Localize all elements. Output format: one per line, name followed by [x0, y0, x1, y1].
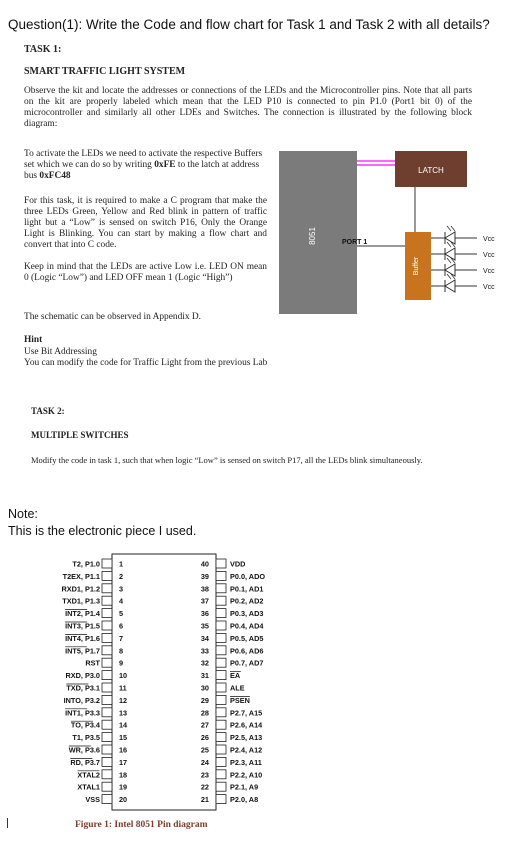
pin-pad	[216, 671, 226, 680]
question-text: Question(1): Write the Code and flow chart for Task 1 and Task 2 with all details?	[8, 17, 490, 32]
diode-icon	[445, 264, 455, 276]
latch-value: 0xFE	[154, 159, 176, 170]
pin-pad	[216, 795, 226, 804]
pin-pad	[102, 745, 112, 754]
note-text: This is the electronic piece I used.	[8, 524, 197, 538]
hint-line-1: Use Bit Addressing	[24, 347, 97, 357]
pin-label: P2.5, A13	[230, 733, 263, 743]
pin-number: 30	[200, 683, 209, 693]
pin-label: P0.1, AD1	[230, 584, 264, 594]
pin-35	[201, 621, 264, 631]
pin-23	[201, 770, 262, 780]
pin-label: P2.0, A8	[230, 795, 259, 805]
pin-pad	[102, 757, 112, 766]
pin-pad	[216, 708, 226, 717]
pin-19	[77, 782, 127, 792]
pin-label: PSEN	[230, 695, 250, 705]
task-paragraph: For this task, it is required to make a C program that make the three LEDs Green, Yellow and Red blink in pattern of traffic light but a “Low” is sensed on switch P16, Only the Orange Light is Blinking. You can start by making a flow chart and convert that into C code.	[24, 196, 267, 250]
pin-label: P0.4, AD4	[230, 621, 264, 631]
pin-37	[201, 596, 264, 606]
buffer-label: Buffer	[413, 256, 420, 276]
port-label: PORT 1	[342, 239, 368, 246]
pin-number: 28	[200, 708, 209, 718]
pin-number: 15	[119, 733, 128, 743]
pin-6	[65, 621, 123, 631]
pin-pad	[102, 733, 112, 742]
pin-pad	[216, 621, 226, 630]
pin-label: RXD1, P1.2	[61, 584, 100, 594]
pin-number: 4	[119, 596, 124, 606]
pin-label: XTAL2	[77, 770, 100, 780]
latch-address: 0xFC48	[39, 170, 71, 181]
pin-16	[69, 745, 127, 755]
pin-number: 35	[200, 621, 209, 631]
pin-7	[65, 633, 123, 643]
pin-label: P2.1, A9	[230, 782, 259, 792]
block-diagram	[275, 146, 520, 321]
pin-number: 17	[119, 757, 128, 767]
mcu-label: 8051	[308, 227, 317, 245]
pin-pad	[216, 571, 226, 580]
pin-label: INT5, P1.7	[65, 646, 100, 656]
pin-label: T2, P1.0	[72, 559, 100, 569]
pin-pad	[216, 633, 226, 642]
pin-26	[201, 733, 262, 743]
pin-number: 5	[119, 609, 124, 619]
pin-label: WR, P3.6	[68, 745, 100, 755]
pin-label: RST	[85, 658, 100, 668]
task1-heading: TASK 1:	[24, 44, 62, 55]
pin-pad	[102, 596, 112, 605]
task2-heading: TASK 2:	[31, 406, 65, 416]
pin-pad	[216, 745, 226, 754]
pin-number: 20	[119, 795, 128, 805]
pin-label: INTO, P3.2	[63, 695, 100, 705]
pin-number: 2	[119, 571, 124, 581]
pin-number: 1	[119, 559, 124, 569]
pin-1	[72, 559, 123, 569]
pin-label: INT1, P3.3	[65, 708, 100, 718]
light-arrow-icon	[451, 226, 455, 231]
pin-label: TXD1, P1.3	[62, 596, 100, 606]
pin-number: 18	[119, 770, 128, 780]
observe-paragraph: Observe the kit and locate the addresses or connections of the LEDs and the Microcontroller pins. Note that all parts on the kit are properly labeled which mean that the LED P10 is connected to pin P1.0 (Port1 bit 0) of the microcontroller and similarly all other LDEs and Switches. The connection is illustrated by the following block diagram:	[24, 86, 472, 129]
pin-pad	[102, 609, 112, 618]
pin-32	[201, 658, 264, 668]
pin-pad	[102, 782, 112, 791]
pin-pad	[216, 733, 226, 742]
pin-pad	[216, 609, 226, 618]
pin-label: P0.3, AD3	[230, 609, 264, 619]
diode-icon	[445, 280, 455, 292]
mcu-block	[279, 151, 357, 314]
pin-number: 11	[119, 683, 127, 693]
pin-number: 38	[200, 584, 209, 594]
pin-label: INT3, P1.5	[65, 621, 100, 631]
pin-number: 23	[200, 770, 209, 780]
activate-text-a: To activate the LEDs we need to activate the respective Buffers set which we can do so by writing	[24, 149, 263, 170]
pin-pad	[102, 633, 112, 642]
pin-label: P2.3, A11	[230, 757, 262, 767]
pin-pad	[102, 720, 112, 729]
vcc-label: Vcc	[483, 284, 495, 291]
pin-label: INT4, P1.6	[65, 633, 100, 643]
pin-number: 13	[119, 708, 128, 718]
pin-label: P0.0, ADO	[230, 571, 266, 581]
pin-30	[201, 683, 245, 693]
pin-pad	[216, 584, 226, 593]
pin-34	[201, 633, 264, 643]
vcc-label: Vcc	[483, 268, 495, 275]
pin-pad	[216, 596, 226, 605]
pin-pad	[216, 782, 226, 791]
pin-number: 3	[119, 584, 124, 594]
pin-10	[66, 671, 128, 681]
pin-pad	[216, 695, 226, 704]
pin-number: 40	[200, 559, 209, 569]
pin-number: 39	[200, 571, 209, 581]
diode-icon	[445, 232, 455, 244]
pin-number: 21	[200, 795, 209, 805]
pin-number: 16	[119, 745, 128, 755]
pin-11	[66, 683, 126, 693]
pin-pad	[102, 584, 112, 593]
pin-4	[62, 596, 124, 606]
light-arrow-icon	[447, 274, 451, 279]
pin-label: P2.6, A14	[230, 720, 263, 730]
pin-label: RXD, P3.0	[65, 671, 100, 681]
pin-number: 29	[200, 695, 209, 705]
pin-number: 8	[119, 646, 124, 656]
pin-label: P0.7, AD7	[230, 658, 264, 668]
pin-label: EA	[230, 671, 241, 681]
led-1	[431, 226, 495, 244]
pin-15	[72, 733, 127, 743]
pin-9	[85, 658, 123, 668]
pin-21	[201, 795, 258, 805]
led-3	[431, 258, 495, 276]
pin-number: 26	[200, 733, 209, 743]
pin-number: 14	[119, 720, 128, 730]
light-arrow-icon	[447, 226, 451, 231]
vcc-label: Vcc	[483, 252, 495, 259]
pin-13	[65, 708, 127, 718]
diode-icon	[445, 248, 455, 260]
pin-label: INT2, P1.4	[65, 609, 100, 619]
pin-29	[201, 695, 250, 705]
pin-label: P2.7, A15	[230, 708, 263, 718]
pin-label: ALE	[230, 683, 245, 693]
pin-5	[65, 609, 123, 619]
pin-label: T1, P3.5	[72, 733, 100, 743]
pin-31	[201, 671, 241, 681]
pin-8	[65, 646, 123, 656]
pin-label: P2.4, A12	[230, 745, 263, 755]
pin-pad	[216, 720, 226, 729]
pin-label: RD, P3.7	[70, 757, 100, 767]
pin-pad	[102, 671, 112, 680]
pin-17	[70, 757, 127, 767]
pin-pad	[216, 770, 226, 779]
led-2	[431, 242, 495, 260]
activate-paragraph	[24, 149, 267, 182]
hint-heading: Hint	[24, 335, 43, 345]
keep-in-mind-paragraph: Keep in mind that the LEDs are active Low i.e. LED ON mean 0 (Logic “Low”) and LED OFF mean 1 (Logic “High”)	[24, 262, 267, 283]
pin-25	[201, 745, 262, 755]
latch-label: LATCH	[418, 166, 444, 175]
pin-number: 22	[200, 782, 209, 792]
pin-22	[201, 782, 258, 792]
pin-12	[64, 695, 128, 705]
pin-18	[77, 770, 127, 780]
task2-paragraph: Modify the code in task 1, such that when logic “Low” is sensed on switch P17, all the LEDs blink simultaneously.	[31, 455, 423, 465]
pin-label: TO, P3.4	[70, 720, 100, 730]
pin-label: TXD, P3.1	[66, 683, 100, 693]
pin-number: 12	[119, 695, 128, 705]
pin-pad	[102, 559, 112, 568]
left-pins	[61, 559, 128, 804]
pin-pad	[102, 708, 112, 717]
pin-pad	[102, 770, 112, 779]
figure-caption: Figure 1: Intel 8051 Pin diagram	[75, 820, 208, 830]
led-4	[431, 274, 495, 292]
pin-40	[201, 559, 246, 569]
pin-pad	[102, 646, 112, 655]
pin-3	[61, 584, 123, 594]
pin-number: 10	[119, 671, 128, 681]
pin-pad	[102, 683, 112, 692]
pin-number: 36	[200, 609, 209, 619]
pin-number: 25	[200, 745, 209, 755]
pin-number: 19	[119, 782, 128, 792]
pin-number: 7	[119, 633, 124, 643]
note-label: Note:	[8, 507, 38, 521]
pin-pad	[216, 683, 226, 692]
pin-pad	[216, 559, 226, 568]
pin-pad	[102, 695, 112, 704]
text-cursor	[7, 818, 8, 828]
pin-label: P0.6, AD6	[230, 646, 264, 656]
pin-number: 32	[200, 658, 209, 668]
pin-label: P0.2, AD2	[230, 596, 264, 606]
pin-27	[201, 720, 263, 730]
right-pins	[201, 559, 265, 804]
pin-label: T2EX, P1.1	[62, 571, 100, 581]
pin-label: VDD	[230, 559, 246, 569]
pin-pad	[216, 757, 226, 766]
hint-line-2: You can modify the code for Traffic Light from the previous Lab	[24, 358, 268, 368]
vcc-label: Vcc	[483, 236, 495, 243]
pin-label: P2.2, A10	[230, 770, 263, 780]
task2-title: MULTIPLE SWITCHES	[31, 430, 129, 440]
pin-pad	[102, 621, 112, 630]
pin-number: 24	[200, 757, 209, 767]
pin-label: XTAL1	[77, 782, 100, 792]
pin-number: 31	[200, 671, 209, 681]
pin-2	[63, 571, 123, 581]
pin-24	[201, 757, 262, 767]
schematic-note: The schematic can be observed in Appendix D.	[24, 312, 202, 322]
task1-title: SMART TRAFFIC LIGHT SYSTEM	[24, 66, 186, 77]
pin-label: VSS	[85, 795, 100, 805]
pin-diagram	[0, 550, 300, 818]
pin-39	[201, 571, 265, 581]
led-array	[431, 226, 495, 292]
pin-number: 34	[200, 633, 209, 643]
pin-pad	[216, 646, 226, 655]
pin-36	[201, 609, 264, 619]
pin-number: 27	[200, 720, 209, 730]
pin-label: P0.5, AD5	[230, 633, 264, 643]
pin-pad	[102, 658, 112, 667]
pin-pad	[102, 795, 112, 804]
pin-number: 33	[200, 646, 209, 656]
pin-33	[201, 646, 264, 656]
pin-14	[71, 720, 128, 730]
pin-number: 6	[119, 621, 124, 631]
pin-number: 37	[200, 596, 209, 606]
pin-28	[201, 708, 262, 718]
light-arrow-icon	[447, 242, 451, 247]
pin-38	[201, 584, 264, 594]
pin-pad	[216, 658, 226, 667]
pin-pad	[102, 571, 112, 580]
pin-20	[85, 795, 127, 805]
light-arrow-icon	[447, 258, 451, 263]
activate-text-c: to the latch at address bus	[24, 159, 260, 181]
pin-number: 9	[119, 658, 124, 668]
